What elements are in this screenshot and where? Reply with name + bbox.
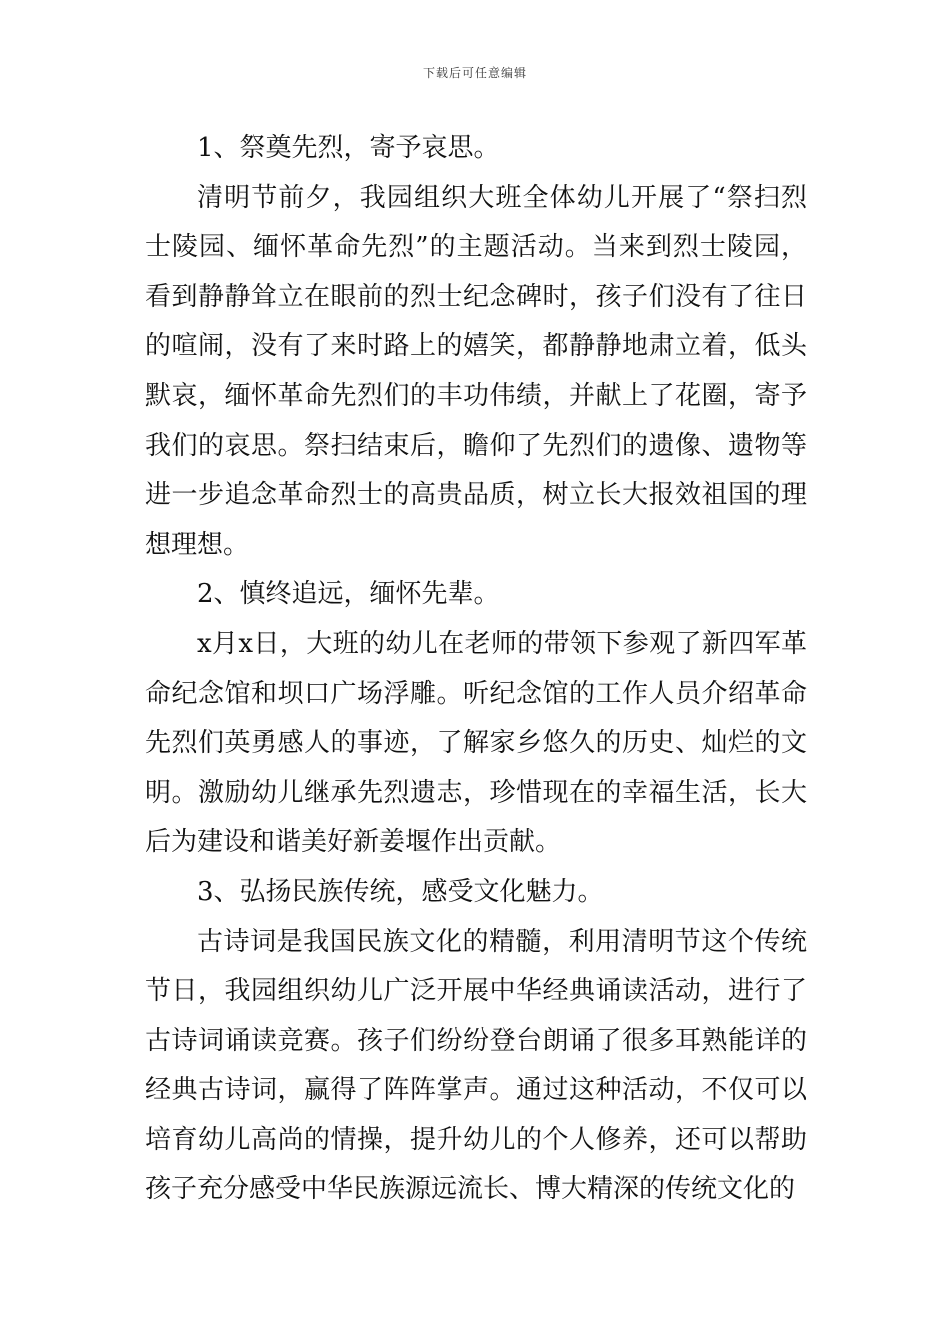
section-heading-2: 2、慎终追远，缅怀先辈。 (197, 579, 500, 610)
section-heading-3: 3、弘扬民族传统，感受文化魅力。 (197, 876, 604, 907)
page-header: 下载后可任意编辑 (422, 66, 527, 80)
document-body (145, 124, 807, 1215)
paragraph-3: 古诗词是我国民族文化的精髓，利用清明节这个传统节日，我园组织幼儿广泛开展中华经典诵读活动，进行了古诗词诵读竞赛。孩子们纷纷登台朗诵了很多耳熟能详的经典古诗词，赢得了阵阵掌声。通过这种活动，不仅可以培育幼儿高尚的情操，提升幼儿的个人修养，还可以帮助孩子充分感受中华民族源远流长、博大精深的传统文化的 (145, 926, 807, 1205)
section-heading-1: 1、祭奠先烈，寄予哀思。 (197, 133, 500, 163)
paragraph-1: 清明节前夕，我园组织大班全体幼儿开展了“祭扫烈士陵园、缅怀革命先烈”的主题活动。当来到烈士陵园，看到静静耸立在眼前的烈士纪念碑时，孩子们没有了往日的喧闹，没有了来时路上的嬉笑，都静静地肃立着，低头默哀，缅怀革命先烈们的丰功伟绩，并献上了花圈，寄予我们的哀思。祭扫结束后，瞻仰了先烈们的遗像、遗物等进一步追念革命烈士的高贵品质，树立长大报效祖国的理想理想。 (145, 182, 807, 560)
paragraph-2: x月x日，大班的幼儿在老师的带领下参观了新四军革命纪念馆和坝口广场浮雕。听纪念馆的工作人员介绍革命先烈们英勇感人的事迹，了解家乡悠久的历史、灿烂的文明。激励幼儿继承先烈遗志，珍惜现在的幸福生活，长大后为建设和谐美好新姜堰作出贡献。 (145, 628, 807, 858)
